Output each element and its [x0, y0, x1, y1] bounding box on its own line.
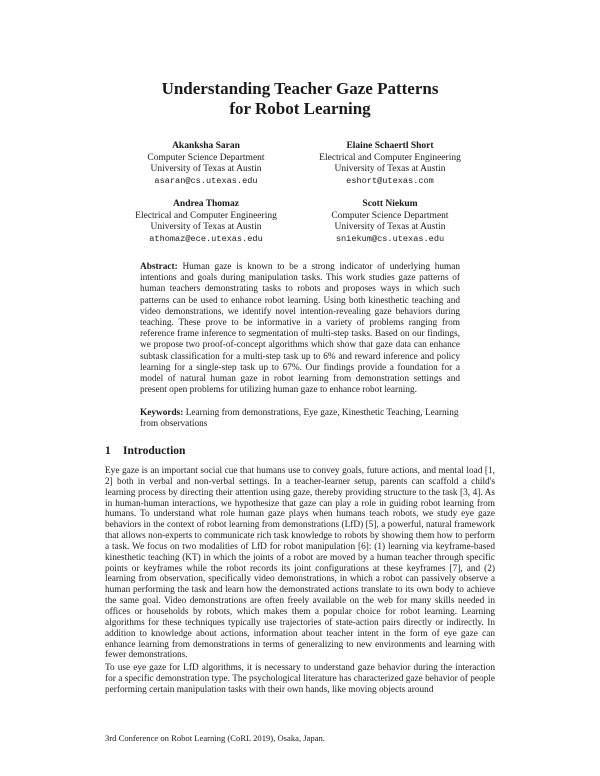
author-name: Elaine Schaertl Short	[346, 141, 434, 151]
title-line-1: Understanding Teacher Gaze Patterns	[161, 79, 439, 98]
author-email: eshort@utexas.com	[346, 175, 434, 186]
title-line-2: for Robot Learning	[229, 99, 371, 118]
author-univ: University of Texas at Austin	[334, 164, 446, 174]
section-heading	[105, 445, 185, 457]
intro-paragraph-2: To use eye gaze for LfD algorithms, it is necessary to understand gaze behavior during the interaction for a specific demonstration type. The psychological literature has characterized gaze behavior of people performing certain manipulation tasks with their own hands, like moving objects around	[105, 663, 495, 695]
footer-note: 3rd Conference on Robot Learning (CoRL 2019), Osaka, Japan.	[105, 733, 325, 743]
keywords	[140, 408, 460, 430]
abstract-text: Human gaze is known to be a strong indicator of underlying human intentions and goals during manipulation tasks. This work studies gaze patterns of human teachers demonstrating tasks to robots and proposes ways in which such patterns can be used to enhance robot learning. Using both kinesthetic teaching and video demonstrations, we identify novel intention-revealing gaze behaviors during teaching. These prove to be informative in a variety of problems ranging from reference frame inference to segmentation of multi-step tasks. Based on our findings, we propose two proof-of-concept algorithms which show that gaze data can enhance subtask classification for a multi-step task up to 6% and reward inference and policy learning for a single-step task up to 67%. Our findings provide a foundation for a model of natural human gaze in robot learning from demonstration settings and present open problems for utilizing human gaze to enhance robot learning.	[140, 262, 461, 396]
author-email: sniekum@cs.utexas.edu	[335, 233, 445, 244]
intro-paragraph-1: Eye gaze is an important social cue that humans use to convey goals, future actions, and mental load [1, 2] both in verbal and non-verbal settings. In a teacher-learner setup, parents can scaffold a child's learning process by directing their attention using gaze, thereby providing structure to the task [3, 4]. As in human-human interactions, we hypothesize that gaze can play a role in guiding robot learning from humans. To understand what role human gaze plays when humans teach robots, we study eye gaze behaviors in the context of robot learning from demonstrations (LfD) [5], a powerful, natural framework that allows non-experts to communicate rich task knowledge to robots by showing them how to perform a task. We focus on two modalities of LfD for robot manipulation [6]: (1) learning via keyframe-based kinesthetic teaching (KT) in which the joints of a robot are moved by a human teacher through specific points or keyframes while the robot records its joint configurations at these keyframes [7], and (2) learning from observation, specifically video demonstrations, in which a robot can passively observe a human performing the task and learn how the demonstrated actions translate to its own body to achieve the same goal. Video demonstrations are often freely available on the web for many skills needed in offices or households by robots, which makes them a popular choice for robot learning. Learning algorithms for these techniques typically use trajectories of state-action pairs directly or indirectly. In addition to knowledge about actions, information about teacher intent in the form of eye gaze can enhance learning from demonstrations in terms of generalizing to new environments and learning with fewer demonstrations.	[105, 466, 495, 661]
author-name: Scott Niekum	[362, 199, 418, 209]
author-dept: Electrical and Computer Engineering	[135, 210, 277, 221]
author-dept: Computer Science Department	[147, 152, 265, 163]
abstract	[140, 262, 460, 396]
keywords-text: Learning from demonstrations, Eye gaze, Kinesthetic Teaching, Learning from observations	[140, 408, 459, 430]
author-email: athomaz@ece.utexas.edu	[149, 233, 263, 244]
author-univ: University of Texas at Austin	[150, 222, 262, 232]
author-block-3	[121, 199, 291, 245]
section-title: Introduction	[123, 445, 186, 457]
section-number: 1	[105, 445, 111, 457]
author-block-2	[305, 141, 475, 187]
abstract-label: Abstract:	[140, 262, 178, 272]
author-dept: Electrical and Computer Engineering	[319, 152, 461, 163]
paper-title	[0, 79, 600, 119]
author-block-1	[121, 141, 291, 187]
author-univ: University of Texas at Austin	[150, 164, 262, 174]
keywords-label: Keywords:	[140, 408, 184, 418]
author-block-4	[305, 199, 475, 245]
author-univ: University of Texas at Austin	[334, 222, 446, 232]
author-dept: Computer Science Department	[331, 210, 449, 221]
author-email: asaran@cs.utexas.edu	[154, 175, 258, 186]
author-name: Akanksha Saran	[172, 141, 240, 151]
author-name: Andrea Thomaz	[173, 199, 239, 209]
